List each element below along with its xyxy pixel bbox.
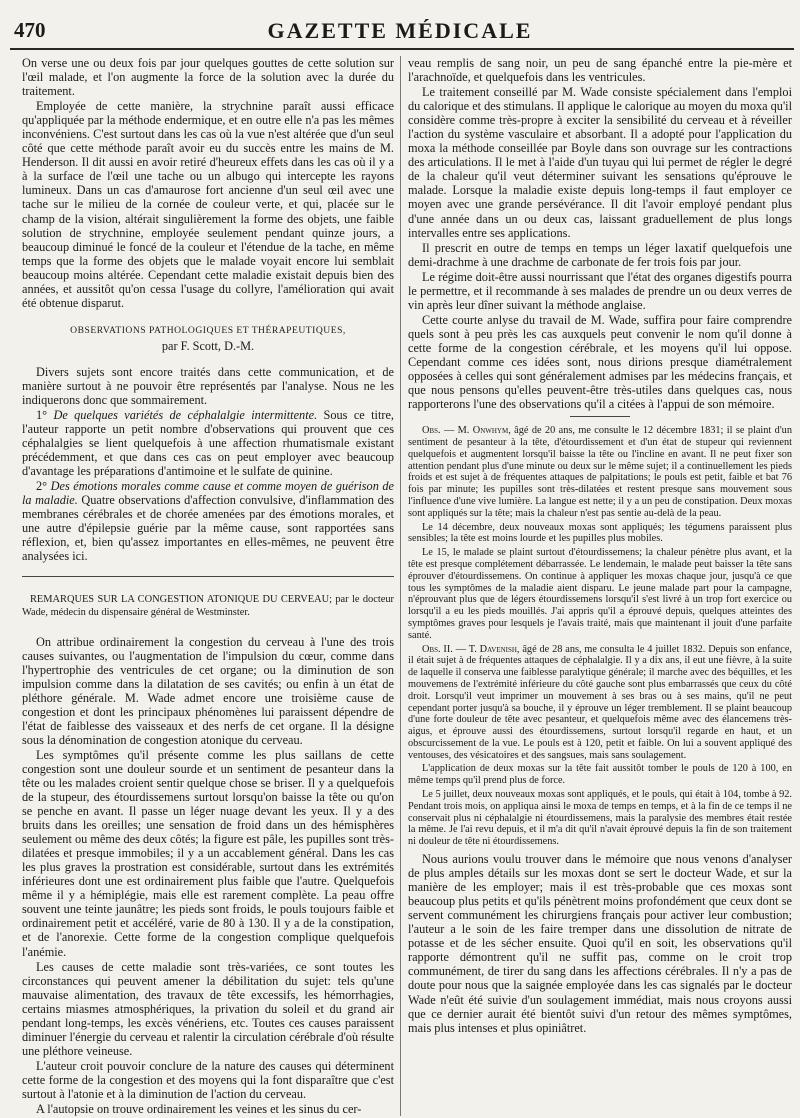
separator bbox=[22, 576, 394, 577]
item-number: 1° bbox=[36, 407, 48, 422]
paragraph bbox=[22, 479, 394, 563]
item-body: Sous ce titre, l'auteur rapporte un petit nombre d'observations qui prouvent que ces céphalalgies se lient quelquefois à une affection rhumatismale existant précédemment, et que dans ces cas on peut employer avec beaucoup d'avantage les préparations d'antimoine et le sulfate de quinine. bbox=[22, 407, 394, 479]
paragraph: Cette courte anlyse du travail de M. Wade, suffira pour faire comprendre quels sont à peu près les cas auxquels peut convenir le nom qu'il donne à cette forme de la congestion cérébrale, et les moyens qu'il lui oppose. Cependant comme ces idées sont, nous dirions presque diamétralement opposées à celles qui sont généralement admises par les médecins français, et que nous pensons qu'elles peuvent-être très-utiles dans quelques cas, nous rapporterons l'une des observations qu'il a citées à l'appui de son mémoire. bbox=[408, 312, 792, 412]
observation-paragraph: Le 15, le malade se plaint surtout d'étourdissemens; la chaleur pénètre plus avant, et la tête est presque complétement débarrassée. Le lendemain, le malade peut baisser la tête sans éprouver d'étourdissemens. On continue à appliquer les moxas chaque jour, jusqu'à ce que tous les symptômes de la maladie aient disparu. Le jeune malade part pour la campagne, n'éprouvant plus que de légers étourdissemens lorsqu'il s'est livré à un trop fort exercice ou lorsqu'il a eu les pieds mouillés. J'ai appris qu'il a éprouvé depuis, quelques atteintes des symptômes graves pour lesquels je l'avais traité, mais que maintenant il jouit d'une parfaite santé. bbox=[408, 547, 792, 641]
item-title: De quelques variétés de céphalalgie intermittente. bbox=[53, 407, 318, 422]
paragraph: veau remplis de sang noir, un peu de sang épanché entre la pie-mère et l'arachnoïde, et quelquefois dans les ventricules. bbox=[408, 56, 792, 85]
observation-text: âgé de 28 ans, me consulta le 4 juillet 1832. Depuis son enfance, il était sujet à de fréquentes attaques de céphalalgie. Il y a dix ans, il eut une fièvre, à la suite de laquelle il conserva une faiblesse paralytique générale; il marche avec des béquilles, et les mouvemens de l'extrémité inférieure du côté gauche sont plus embarrassés que ceux du côté droit. Lorsqu'il veut imprimer un mouvement à ses bras ou à ses mains, qu'il ne peut cependant porter jusqu'à sa bouche, il y éprouve un léger tremblement. Il se plaint beaucoup d'une forte douleur de tête avec pesanteur, et quelquefois même avec des élancemens très-aigus, et éprouve aussi des étourdissemens, surtout lorsqu'il regarde en haut, et un obscurcissement de la vue. Le pouls est à 120, petit et faible. On lui a souvent appliqué des ventouses, des vésicatoires et des sangsues, mais sans soulagement. bbox=[408, 643, 792, 761]
paragraph: L'auteur croit pouvoir conclure de la nature des causes qui déterminent cette forme de la congestion et des moyens qui la font disparaître que c'est surtout à l'atonie et à la diminution de l'action du cerveau. bbox=[22, 1058, 394, 1101]
section-heading: OBSERVATIONS PATHOLOGIQUES ET THÉRAPEUTIQUES, bbox=[70, 324, 346, 336]
observation-paragraph: Le 5 juillet, deux nouveaux moxas sont appliqués, et le pouls, qui était à 104, tombe à 92. Pendant trois mois, on appliqua ainsi le moxa de temps en temps, et à la fin de ce temps il ne conservait plus ni céphalalgie ni étourdissemens, mais la paralysie des membres était restée la même. Je l'ai revu depuis, et il m'a dit qu'il n'avait éprouvé depuis la fin de son traitement ni douleur de tête ni étourdissemens. bbox=[408, 789, 792, 848]
right-column bbox=[408, 56, 792, 1116]
running-header bbox=[0, 0, 800, 48]
paragraph: Il prescrit en outre de temps en temps un léger laxatif quelquefois une demi-drachme à une drachme de carbonate de fer trois fois par jour. bbox=[408, 240, 792, 269]
observation-text: âgé de 20 ans, me consulte le 12 décembre 1831; il se plaint d'un sentiment de pesanteur à la tête, d'étourdissement et d'un état de stupeur qui reviennent quelquefois et augmentent lorsqu'il baisse la tête ou l'incline en avant. Il ne peut fixer son attention pendant plus d'une minute ou deux sur le même sujet; il a continuellement les pieds froids et est sujet à de fréquentes attaques de palpitations; le pouls est petit, faible et bat 76 fois par minute; les pupilles sont très-dilatées et restent presque sans mouvement sous l'influence d'une vive lumière. La langue est nette; il y a un peu de constipation. Deux moxas sont appliqués sur la tête; mais la chaleur n'est pas sentie au-delà de la peau. bbox=[408, 425, 792, 519]
observation-paragraph: L'application de deux moxas sur la tête fait aussitôt tomber le pouls de 120 à 100, en même temps qu'il prend plus de force. bbox=[408, 763, 792, 787]
observation bbox=[408, 425, 792, 519]
column-divider bbox=[400, 56, 401, 1116]
paragraph: On verse une ou deux fois par jour quelques gouttes de cette solution sur l'œil malade, et l'on augmente la force de la solution avec la durée du traitement. bbox=[22, 56, 394, 99]
paragraph: Divers sujets sont encore traités dans cette communication, et de manière surtout à ne pouvoir être représentés par l'analyse. Nous ne les indiquerons donc que sommairement. bbox=[22, 364, 394, 407]
paragraph: Les causes de cette maladie sont très-variées, ce sont toutes les circonstances qui peuvent amener la débilitation du sujet: tels qu'une mauvaise alimentation, des travaux de tête excessifs, les hémorrhagies, certains miasmes atmosphériques, la privation du soleil et du grand air pendant long-temps, les excès vénériens, etc. Toutes ces causes paraissent diminuer l'énergie du cerveau et ralentir la circulation cérébrale d'où résulte une pléthore veineuse. bbox=[22, 959, 394, 1058]
observation-label: Obs. — M. Onwhym, bbox=[422, 425, 511, 437]
left-column bbox=[22, 56, 394, 1116]
paragraph: Le régime doit-être aussi nourrissant que l'état des organes digestifs pourra le permettre, et il recommande à ses malades de prendre un ou deux verres de vin après leur dîner suivant la méthode anglaise. bbox=[408, 269, 792, 312]
journal-title: GAZETTE MÉDICALE bbox=[267, 18, 533, 43]
header-rule bbox=[10, 48, 794, 50]
paragraph: Les symptômes qu'il présente comme les plus saillans de cette congestion sont une douleur sourde et un sentiment de pesanteur dans la tête ou les malades croient sentir quelque chose se briser. Il y a quelquefois de la stupeur, des étourdissemens surtout lorsqu'on baisse la tête ou qu'on se penche en avant. Il passe un léger nuage devant les yeux. Il y a des bruits dans les oreilles; une sensation de froid dans un des hémisphères seulement ou même des deux côtés; la figure est pâle, les pupilles sont très-dilatées et presque immobiles; il y a un accablement général. Dans les cas les plus graves la prostration est considérable, surtout dans les extrémités inférieures dont une est ordinairement plus faible que l'autre. Quelquefois même il y a hémiplégie, mais elle est rarement complète. La peau offre souvent une teinte jaunâtre; les pieds sont froids, le pouls toujours faible et ordinairement petit et accéléré, varie de 80 à 130. Il y a de la constipation, et de l'anorexie. Cette forme de la congestion complique quelquefois l'anémie. bbox=[22, 747, 394, 959]
paragraph: Employée de cette manière, la strychnine paraît aussi efficace qu'appliquée par la méthode endermique, et en outre elle n'a pas les mêmes inconvéniens. C'est surtout dans les cas où la vue n'est altérée que d'un seul côté que cette méthode paraît avoir eu du succès entre les mains de M. Henderson. Il dit aussi en avoir retiré d'heureux effets dans les cas où il y a à la surface de l'œil une tache ou un albugo qui intercepte les rayons lumineux. Dans un cas d'amaurose fort ancienne d'un seul œil avec une tache sur le milieu de la cornée de couleur verte, et qui, placée sur le champ de la vision, altérait singulièrement la forme des objets, une faible solution de strychnine, employée seulement pendant quinze jours, a beaucoup diminué le foncé de la couleur et l'étendue de la tache, en même temps que la forme des objets que le malade voyait encore lui semblait beaucoup moins altérée. Cependant cette maladie existait depuis bien des années, et aussitôt qu'on cessa l'usage du collyre, l'amélioration qui avait été obtenue disparut. bbox=[22, 99, 394, 310]
paragraph: Nous aurions voulu trouver dans le mémoire que nous venons d'analyser de plus amples détails sur les moxas dont se sert le docteur Wade, et sur la manière de les employer; mais il est très-probable que ces moxas sont beaucoup plus petits et qu'ils pénètrent moins profondément que ceux dont se servent communément les chirurgiens français pour activer leur combustion; l'auteur a le soin de les faire tremper dans une dissolution de nitrate de potasse et de les sécher ensuite. Quoi qu'il en soit, les observations qu'il rapporte démontrent qu'il ne suffit pas, comme on le croit trop communément, de tirer du sang dans les affections cérébrales. Il n'y a pas de doute pour nous que la saignée employée dans les cas signalés par le docteur Wade n'eût été suivie d'un soulagement immédiat, mais nous croyons aussi que ce dernier aurait été bientôt suivi d'un retour des mêmes symptômes, mais plus intenses et plus opiniâtret. bbox=[408, 852, 792, 1035]
observation bbox=[408, 644, 792, 762]
page-number: 470 bbox=[14, 18, 46, 42]
paragraph bbox=[22, 408, 394, 478]
item-title: Des émotions morales comme cause et comme moyen de guérison de la maladie. bbox=[22, 479, 394, 508]
item-number: 2° bbox=[36, 479, 48, 494]
paragraph: A l'autopsie on trouve ordinairement les veines et les sinus du cer- bbox=[36, 1102, 362, 1116]
paragraph: On attribue ordinairement la congestion du cerveau à l'une des trois causes suivantes, ou l'augmentation de l'impulsion du cœur, comme dans l'hypertrophie des ventricules de cet organe; ou la diminution de son impulsion comme dans la dilatation de ses cavités; ou enfin à un état de pléthore générale. M. Wade admet encore une troisième cause de congestion et dont les principaux phénomènes lui paraissent dépendre de l'état de faiblesse des vaisseaux et des nerfs de cet organe. Il la désigne sous la dénomination de congestion atonique du cerveau. bbox=[22, 634, 394, 747]
observation-paragraph: Le 14 décembre, deux nouveaux moxas sont appliqués; les tégumens paraissent plus sensibles; la tête est moins lourde et les pupilles plus mobiles. bbox=[408, 521, 792, 545]
observation-label: Obs. II. — T. Davenish, bbox=[422, 643, 520, 655]
separator bbox=[570, 416, 630, 417]
article-heading: REMARQUES SUR LA CONGESTION ATONIQUE DU CERVEAU; par le docteur Wade, médecin du dispensaire général de Westminster. bbox=[22, 593, 394, 618]
author-line: par F. Scott, D.-M. bbox=[161, 338, 255, 353]
item-body: Quatre observations d'affection convulsive, d'inflammation des membranes cérébrales et de chorée amenées par des émotions morales, et une autre d'épilepsie guérie par la même cause, sont rapportées sans réflexion, et, bien qu'assez importantes en elles-mêmes, ne peuvent être analysées ici. bbox=[22, 493, 394, 564]
paragraph: Le traitement conseillé par M. Wade consiste spécialement dans l'emploi du calorique et des stimulans. Il applique le calorique au moyen du moxa qu'il considère comme très-propre à exciter la sensibilité du cerveau et à réveiller l'action du système vasculaire et absorbant. Il a adopté pour l'application du moxa la méthode conseillée par Boyle dans son ouvrage sur les contractions des articulations. Il le met à l'aide d'un tuyau qui lui permet de régler le degré de la chaleur qu'il veut déterminer suivant les sensations qu'éprouve le malade. Lorsque la maladie existe depuis long-temps il faut employer ce moyen avec une grande persévérance. Il dit l'avoir employé pendant plus d'une année dans un ou deux cas, laissant graduellement de plus longs intervalles entre ses applications. bbox=[408, 85, 792, 240]
